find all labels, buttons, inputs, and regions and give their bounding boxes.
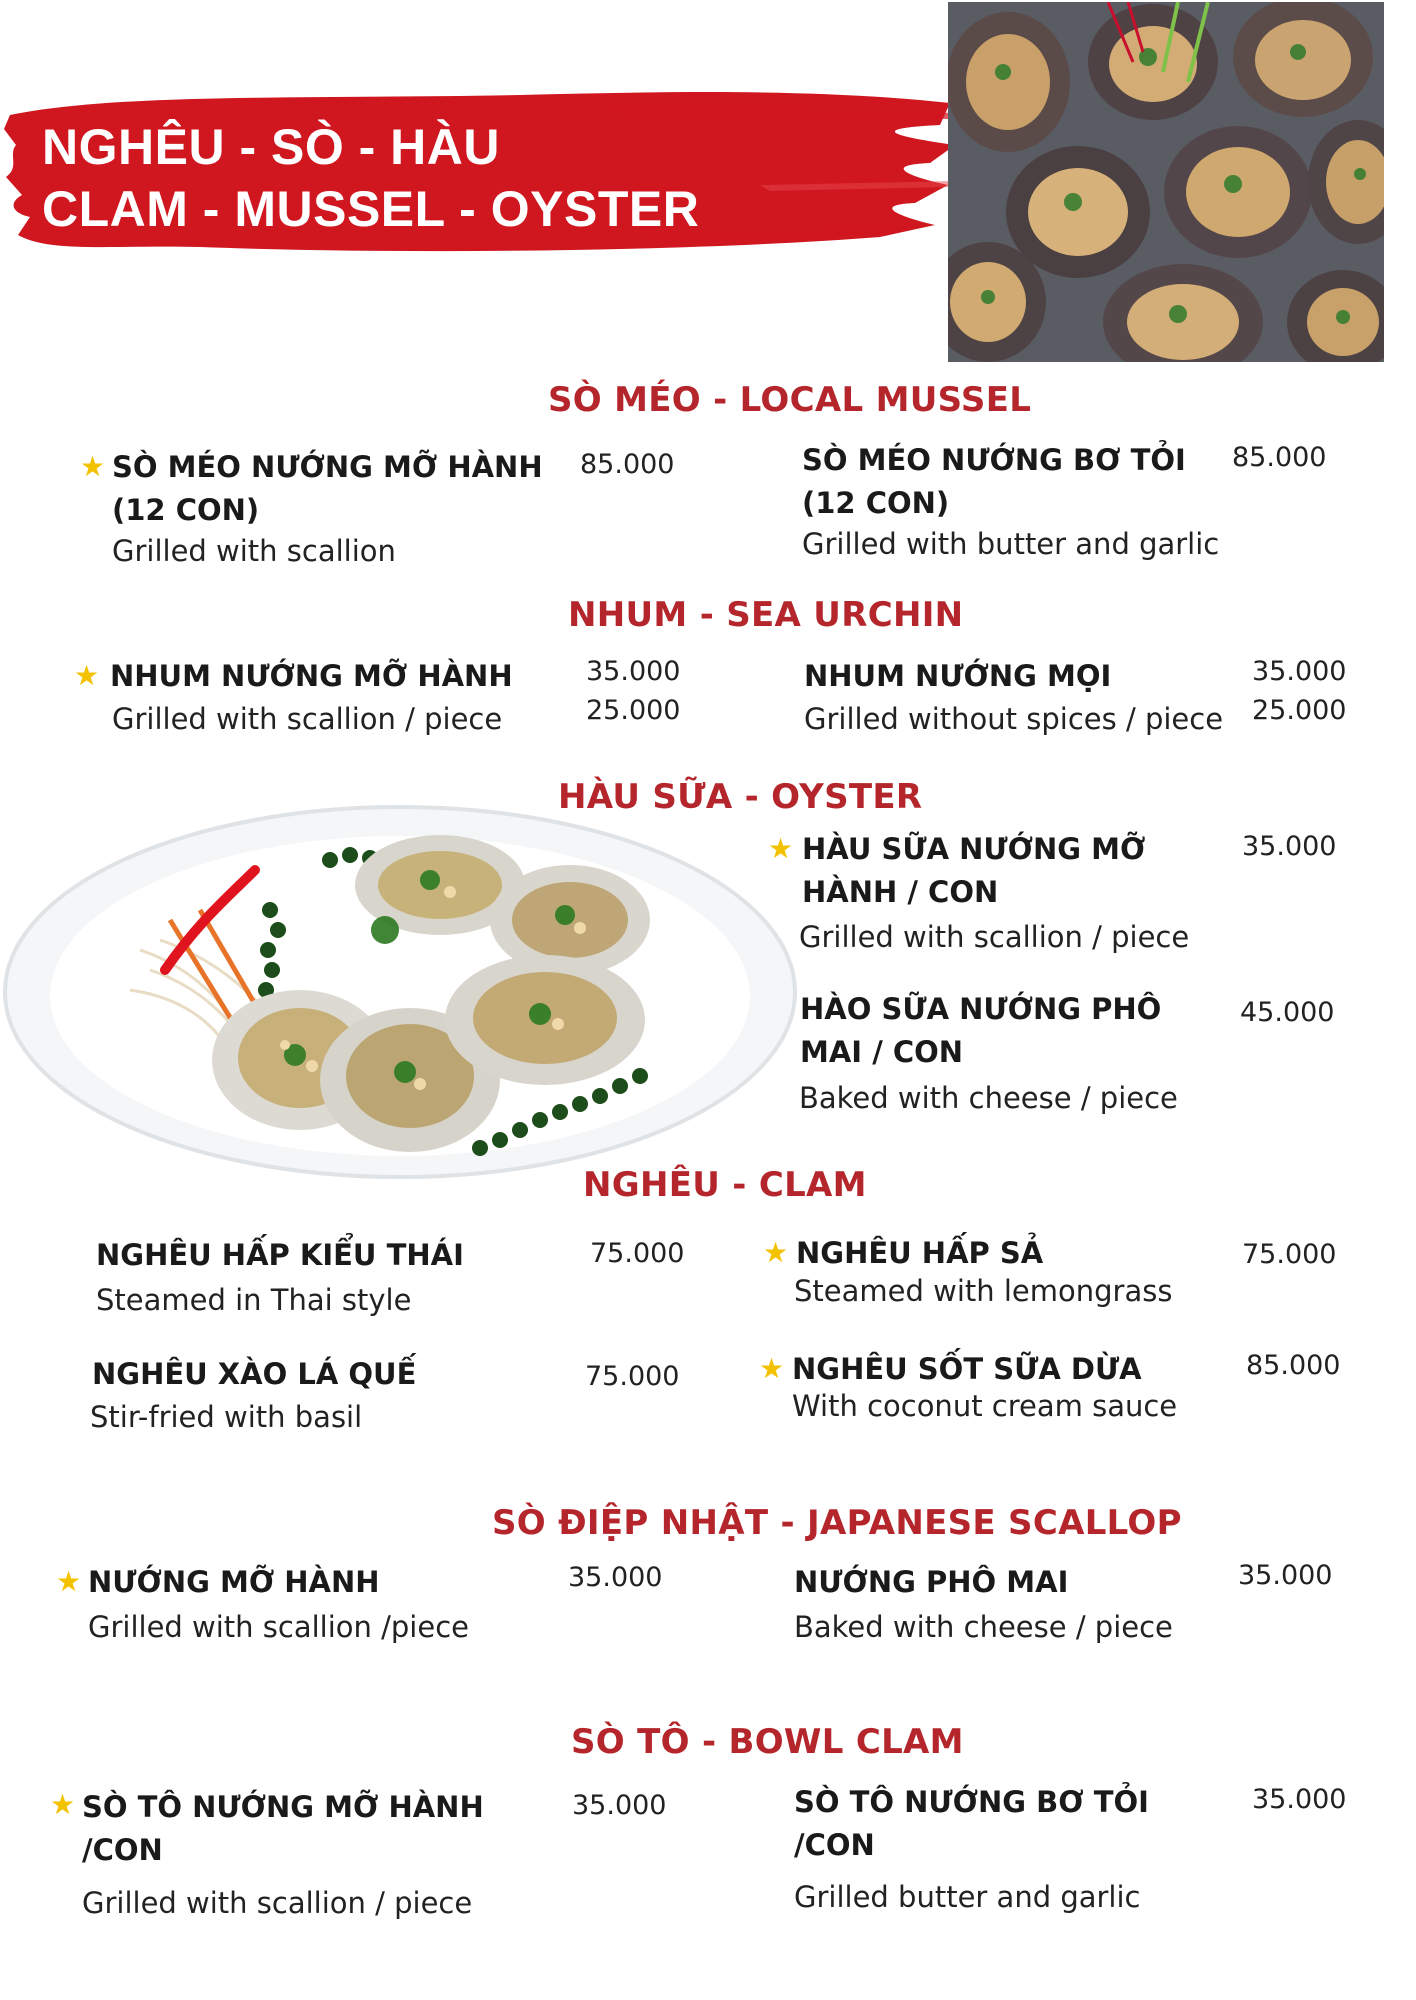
sea-urchin-photo — [948, 2, 1384, 362]
star-icon: ★ — [56, 1565, 82, 1598]
item-price: 35.000 — [586, 656, 681, 687]
item-price: 85.000 — [1232, 442, 1327, 473]
item-name: HÀU SỮA NƯỚNG MỠ — [802, 832, 1146, 866]
item-price: 35.000 — [1252, 656, 1347, 687]
item-name: SÒ MÉO NƯỚNG BƠ TỎI — [802, 443, 1186, 477]
item-description: Grilled butter and garlic — [794, 1880, 1141, 1914]
item-price: 35.000 — [572, 1790, 667, 1821]
star-icon: ★ — [759, 1352, 785, 1385]
item-description: Stir-fried with basil — [90, 1400, 363, 1434]
item-name: HÀO SỮA NƯỚNG PHÔ — [800, 992, 1162, 1026]
item-description: Baked with cheese / piece — [799, 1081, 1178, 1115]
item-description: Grilled with butter and garlic — [802, 527, 1220, 561]
item-name-line-2: /CON — [794, 1828, 875, 1862]
star-icon: ★ — [74, 659, 100, 692]
oyster-plate-photo — [0, 800, 800, 1185]
item-price: 75.000 — [590, 1238, 685, 1269]
item-description: Grilled with scallion / piece — [82, 1886, 473, 1920]
section-title-bowl-clam: SÒ TÔ - BOWL CLAM — [571, 1722, 964, 1762]
item-description: Grilled without spices / piece — [804, 702, 1224, 736]
item-description: Grilled with scallion / piece — [112, 702, 503, 736]
section-title-oyster: HÀU SỮA - OYSTER — [558, 777, 923, 817]
item-description: Grilled with scallion / piece — [799, 920, 1190, 954]
section-title-clam: NGHÊU - CLAM — [583, 1165, 867, 1205]
item-name: NƯỚNG MỠ HÀNH — [88, 1565, 380, 1599]
item-name: SÒ MÉO NƯỚNG MỠ HÀNH — [112, 450, 543, 484]
item-price: 45.000 — [1240, 997, 1335, 1028]
item-price: 85.000 — [580, 449, 675, 480]
page-title-english: CLAM - MUSSEL - OYSTER — [42, 181, 700, 237]
item-name-line-2: MAI / CON — [800, 1035, 964, 1069]
item-name: NGHÊU SỐT SỮA DỪA — [792, 1352, 1142, 1386]
item-price: 85.000 — [1246, 1350, 1341, 1381]
item-name-line-2: (12 CON) — [802, 486, 950, 520]
item-description: Baked with cheese / piece — [794, 1610, 1173, 1644]
item-price: 35.000 — [568, 1562, 663, 1593]
page-title-vietnamese: NGHÊU - SÒ - HÀU — [42, 119, 500, 175]
item-name: NHUM NƯỚNG MỠ HÀNH — [110, 659, 513, 693]
item-name: SÒ TÔ NƯỚNG BƠ TỎI — [794, 1785, 1149, 1819]
item-name: SÒ TÔ NƯỚNG MỠ HÀNH — [82, 1790, 484, 1824]
item-name: NGHÊU HẤP SẢ — [796, 1236, 1044, 1270]
item-price: 35.000 — [1252, 1784, 1347, 1815]
item-price: 75.000 — [585, 1361, 680, 1392]
item-price: 35.000 — [1242, 831, 1337, 862]
section-title-local-mussel: SÒ MÉO - LOCAL MUSSEL — [548, 380, 1032, 420]
item-description: Grilled with scallion /piece — [88, 1610, 469, 1644]
item-name-line-2: (12 CON) — [112, 493, 260, 527]
star-icon: ★ — [763, 1236, 789, 1269]
star-icon: ★ — [80, 450, 106, 483]
section-title-japanese-scallop: SÒ ĐIỆP NHẬT - JAPANESE SCALLOP — [492, 1503, 1182, 1543]
item-price: 35.000 — [1238, 1560, 1333, 1591]
item-description: Steamed with lemongrass — [794, 1274, 1173, 1308]
item-name: NHUM NƯỚNG MỌI — [804, 659, 1112, 693]
star-icon: ★ — [50, 1788, 76, 1821]
item-name-line-2: HÀNH / CON — [802, 875, 999, 909]
item-description: With coconut cream sauce — [792, 1389, 1178, 1423]
item-price-secondary: 25.000 — [586, 695, 681, 726]
item-description: Grilled with scallion — [112, 534, 396, 568]
section-title-sea-urchin: NHUM - SEA URCHIN — [568, 595, 964, 635]
item-price: 75.000 — [1242, 1239, 1337, 1270]
item-price-secondary: 25.000 — [1252, 695, 1347, 726]
item-description: Steamed in Thai style — [96, 1283, 412, 1317]
item-name: NƯỚNG PHÔ MAI — [794, 1565, 1069, 1599]
item-name: NGHÊU XÀO LÁ QUẾ — [92, 1357, 417, 1391]
item-name: NGHÊU HẤP KIỂU THÁI — [96, 1238, 464, 1272]
star-icon: ★ — [768, 832, 794, 865]
item-name-line-2: /CON — [82, 1833, 163, 1867]
